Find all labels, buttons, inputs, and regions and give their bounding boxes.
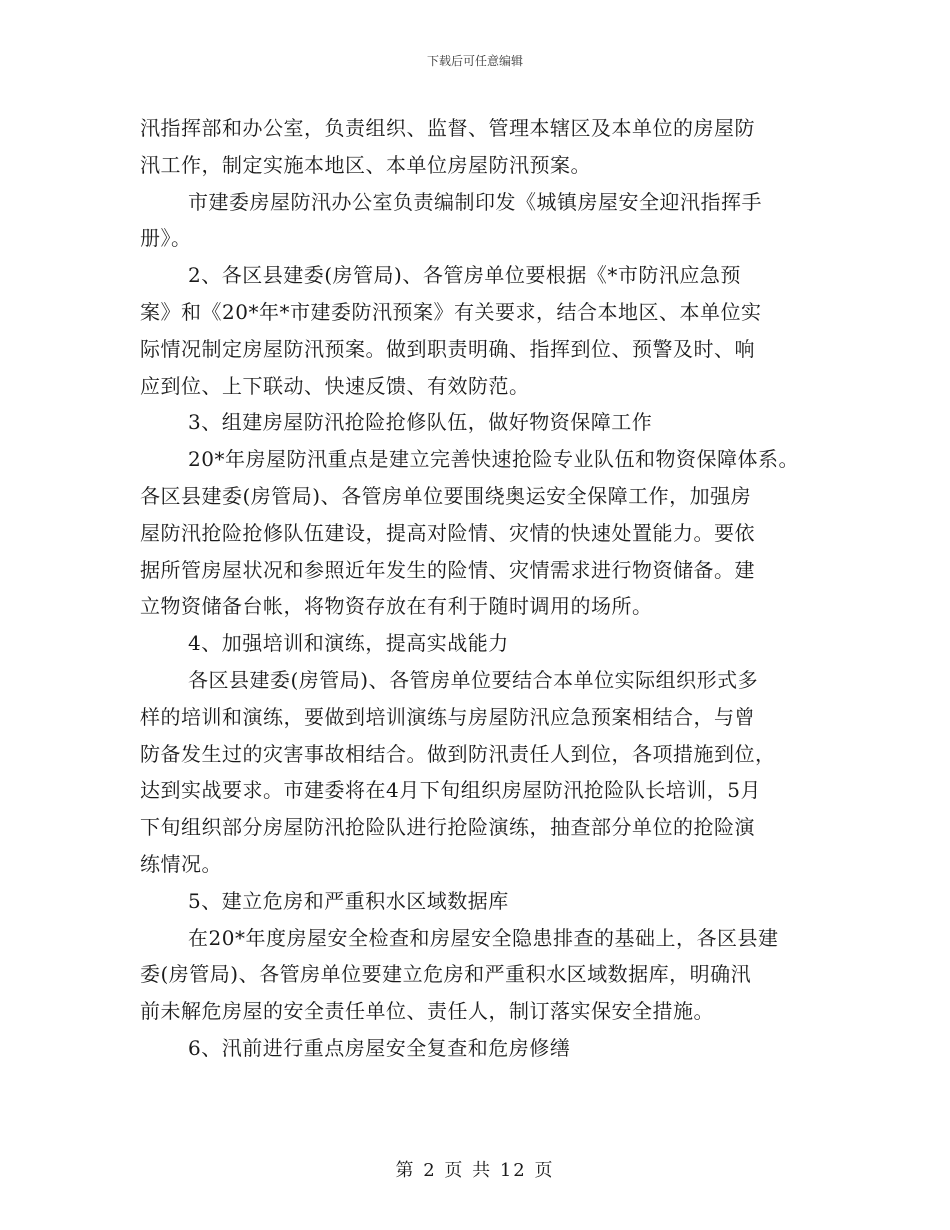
- text-line: 6、汛前进行重点房屋安全复查和危房修缮: [188, 1035, 571, 1060]
- text-line: 练情况。: [140, 851, 222, 876]
- text-line: 防备发生过的灾害事故相结合。做到防汛责任人到位，各项措施到位，: [140, 741, 776, 766]
- text-line: 市建委房屋防汛办公室负责编制印发《城镇房屋安全迎汛指挥手: [188, 189, 762, 214]
- text-line: 4、加强培训和演练，提高实战能力: [188, 631, 509, 656]
- text-line: 应到位、上下联动、快速反馈、有效防范。: [140, 373, 530, 398]
- document-body: [140, 110, 830, 1067]
- text-line: 汛工作，制定实施本地区、本单位房屋防汛预案。: [140, 152, 591, 177]
- text-line: 前未解危房屋的安全责任单位、责任人，制订落实保安全措施。: [140, 999, 714, 1024]
- text-line: 汛指挥部和办公室，负责组织、监督、管理本辖区及本单位的房屋防: [140, 116, 755, 140]
- page-footer: 第 2 页 共 12 页: [395, 1160, 555, 1181]
- text-line: 委(房管局)、各管房单位要建立危房和严重积水区域数据库，明确汛: [140, 962, 752, 987]
- text-line: 屋防汛抢险抢修队伍建设，提高对险情、灾情的快速处置能力。要依: [140, 520, 755, 545]
- text-line: 据所管房屋状况和参照近年发生的险情、灾情需求进行物资储备。建: [140, 557, 755, 582]
- text-line: 5、建立危房和严重积水区域数据库: [188, 888, 509, 913]
- text-line: 各区县建委(房管局)、各管房单位要围绕奥运安全保障工作，加强房: [140, 483, 752, 508]
- text-line: 3、组建房屋防汛抢险抢修队伍，做好物资保障工作: [188, 410, 653, 435]
- text-line: 达到实战要求。市建委将在4月下旬组织房屋防汛抢险队长培训，5月: [140, 778, 761, 803]
- text-line: 20*年房屋防汛重点是建立完善快速抢险专业队伍和物资保障体系。: [188, 447, 799, 472]
- text-line: 册》。: [140, 226, 192, 251]
- text-line: 际情况制定房屋防汛预案。做到职责明确、指挥到位、预警及时、响: [140, 336, 755, 361]
- text-line: 下旬组织部分房屋防汛抢险队进行抢险演练，抽查部分单位的抢险演: [140, 815, 755, 840]
- text-line: 样的培训和演练，要做到培训演练与房屋防汛应急预案相结合，与曾: [140, 704, 755, 729]
- text-line: 各区县建委(房管局)、各管房单位要结合本单位实际组织形式多: [188, 667, 759, 692]
- text-line: 2、各区县建委(房管局)、各管房单位要根据《*市防汛应急预: [188, 263, 741, 288]
- text-line: 立物资储备台帐，将物资存放在有利于随时调用的场所。: [140, 594, 653, 619]
- page-header: 下载后可任意编辑: [426, 54, 523, 68]
- text-line: 在20*年度房屋安全检查和房屋安全隐患排查的基础上，各区县建: [188, 925, 779, 950]
- text-line: 案》和《20*年*市建委防汛预案》有关要求，结合本地区、本单位实: [140, 299, 762, 324]
